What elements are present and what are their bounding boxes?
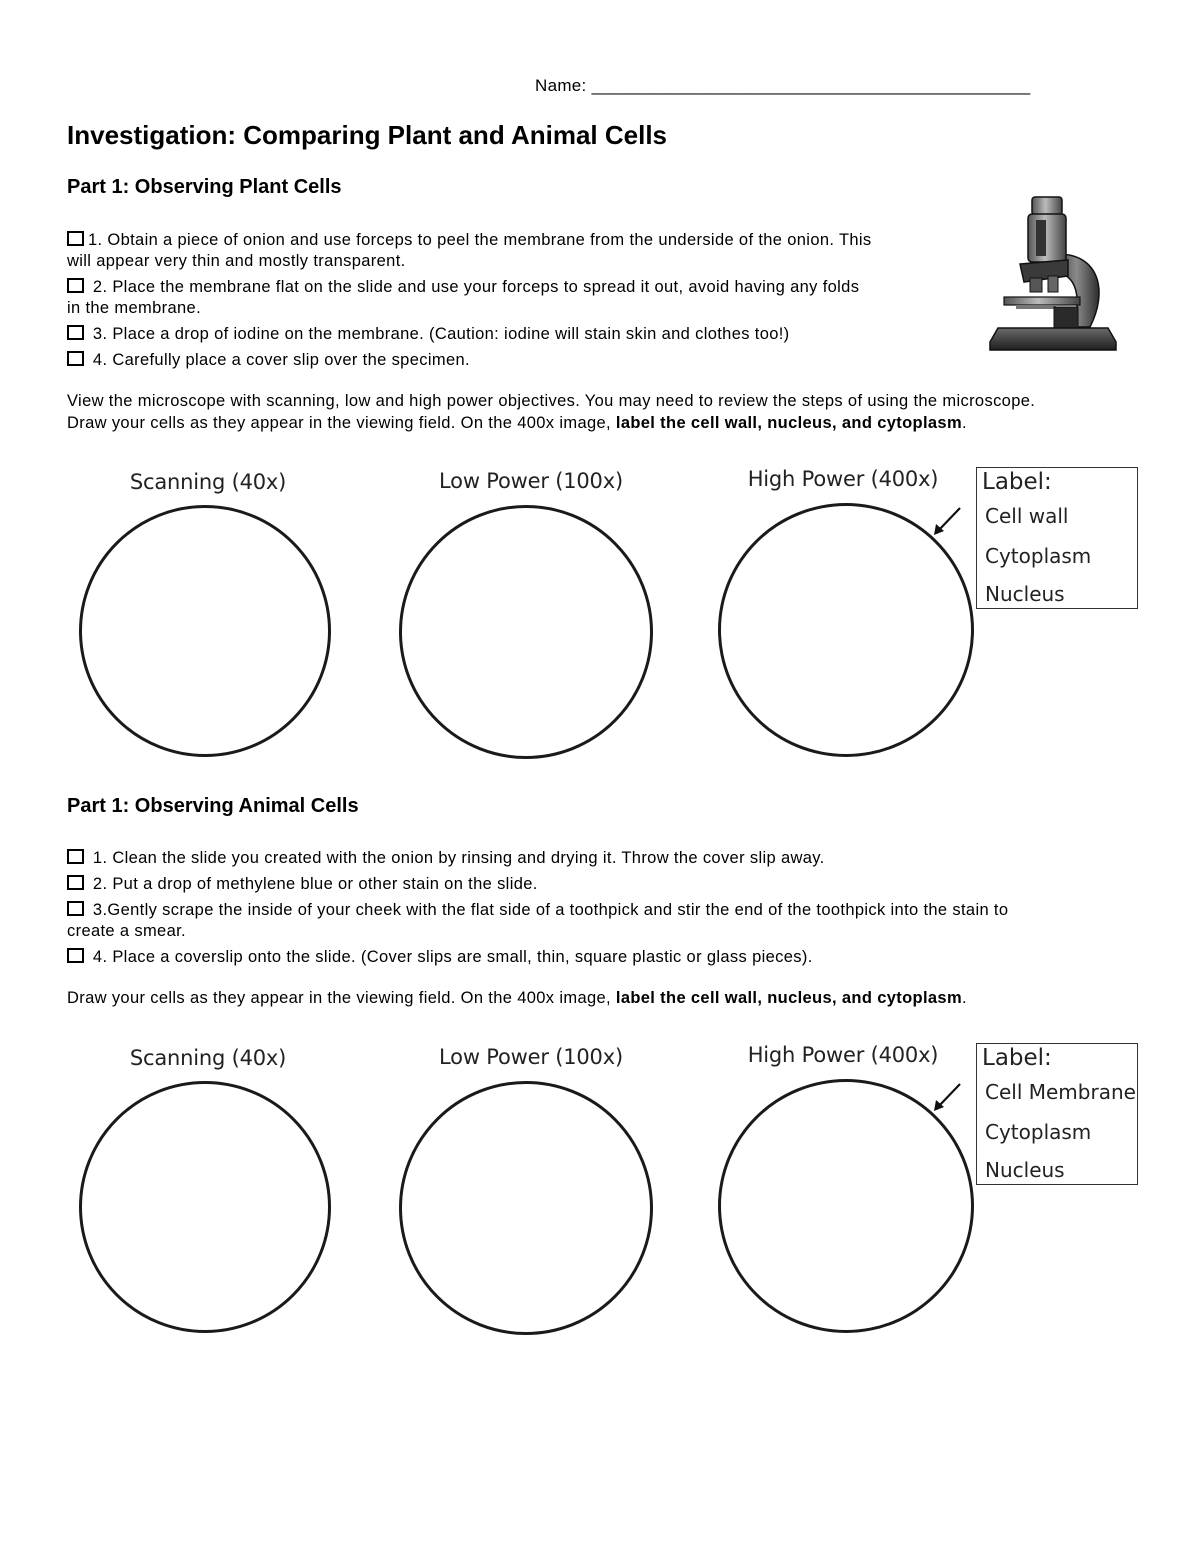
label-item: Cytoplasm [985, 1120, 1092, 1144]
instructions-text: Draw your cells as they appear in the viewing field. On the 400x image, [67, 989, 616, 1007]
microscope-icon [980, 192, 1125, 362]
checkbox-icon[interactable] [67, 901, 84, 916]
plant-step-1[interactable] [67, 230, 967, 272]
animal-step-1[interactable] [67, 848, 1137, 869]
checkbox-icon[interactable] [67, 849, 84, 864]
step-text: 4. Carefully place a cover slip over the specimen. [88, 351, 470, 369]
label-box-title: Label: [982, 469, 1052, 495]
step-text: 2. Place the membrane flat on the slide and use your forceps to spread it out, avoid having any folds [88, 278, 860, 296]
animal-step-2[interactable] [67, 874, 1137, 895]
name-label: Name: [535, 76, 587, 95]
animal-viewing-field-high[interactable] [718, 1079, 974, 1333]
instructions-line-1: View the microscope with scanning, low and high power objectives. You may need to review the steps of using the microscope. [67, 392, 1036, 410]
label-item: Cell Membrane [985, 1080, 1136, 1104]
plant-caption-scanning: Scanning (40x) [129, 470, 287, 494]
animal-instructions [67, 987, 1157, 1009]
name-field[interactable] [535, 76, 1031, 96]
step-text: 1. Clean the slide you created with the onion by rinsing and drying it. Throw the cover slip away. [88, 849, 825, 867]
checkbox-icon[interactable] [67, 875, 84, 890]
instructions-text: Draw your cells as they appear in the viewing field. On the 400x image, [67, 414, 616, 432]
plant-viewing-field-high[interactable] [718, 503, 974, 757]
checkbox-icon[interactable] [67, 231, 84, 246]
animal-label-box [976, 1043, 1138, 1185]
label-item: Nucleus [985, 582, 1065, 606]
plant-label-box [976, 467, 1138, 609]
animal-steps-list [67, 848, 1137, 973]
animal-step-3[interactable] [67, 900, 1137, 942]
instructions-bold: label the cell wall, nucleus, and cytoplasm [615, 414, 962, 432]
plant-viewing-field-scanning[interactable] [79, 505, 331, 757]
label-box-title: Label: [982, 1045, 1052, 1071]
plant-steps-list [67, 230, 967, 376]
instructions-end: . [961, 989, 967, 1007]
name-line: _____________________________________________ [591, 76, 1031, 95]
animal-caption-low: Low Power (100x) [439, 1045, 623, 1069]
page-title: Investigation: Comparing Plant and Animal Cells [67, 120, 668, 150]
label-item: Cytoplasm [985, 544, 1092, 568]
step-text: 3.Gently scrape the inside of your cheek with the flat side of a toothpick and stir the end of the toothpick into the stain to [88, 901, 1009, 919]
animal-caption-high: High Power (400x) [747, 1043, 939, 1067]
checkbox-icon[interactable] [67, 278, 84, 293]
instructions-bold: label the cell wall, nucleus, and cytoplasm [615, 989, 962, 1007]
plant-viewing-field-low[interactable] [399, 505, 653, 759]
plant-step-2[interactable] [67, 277, 967, 319]
step-text-continued: create a smear. [67, 922, 186, 940]
plant-section-heading: Part 1: Observing Plant Cells [67, 176, 342, 198]
checkbox-icon[interactable] [67, 351, 84, 366]
step-text: 2. Put a drop of methylene blue or other stain on the slide. [88, 875, 538, 893]
animal-section-heading: Part 1: Observing Animal Cells [67, 795, 359, 817]
step-text: 1. Obtain a piece of onion and use forceps to peel the membrane from the underside of the onion. This [88, 231, 872, 249]
animal-viewing-field-scanning[interactable] [79, 1081, 331, 1333]
animal-viewing-field-low[interactable] [399, 1081, 653, 1335]
arrow-icon [930, 505, 964, 537]
step-text-continued: will appear very thin and mostly transparent. [67, 252, 406, 270]
plant-step-4[interactable] [67, 350, 967, 371]
label-item: Nucleus [985, 1158, 1065, 1182]
checkbox-icon[interactable] [67, 948, 84, 963]
instructions-end: . [961, 414, 967, 432]
step-text-continued: in the membrane. [67, 299, 201, 317]
step-text: 3. Place a drop of iodine on the membrane. (Caution: iodine will stain skin and clothes too!) [88, 325, 790, 343]
label-item: Cell wall [985, 504, 1069, 528]
plant-instructions [67, 390, 1157, 434]
checkbox-icon[interactable] [67, 325, 84, 340]
step-text: 4. Place a coverslip onto the slide. (Cover slips are small, thin, square plastic or glass pieces). [88, 948, 813, 966]
arrow-icon [930, 1081, 964, 1113]
animal-caption-scanning: Scanning (40x) [129, 1046, 287, 1070]
plant-caption-low: Low Power (100x) [439, 469, 623, 493]
animal-step-4[interactable] [67, 947, 1137, 968]
plant-caption-high: High Power (400x) [747, 467, 939, 491]
plant-step-3[interactable] [67, 324, 967, 345]
